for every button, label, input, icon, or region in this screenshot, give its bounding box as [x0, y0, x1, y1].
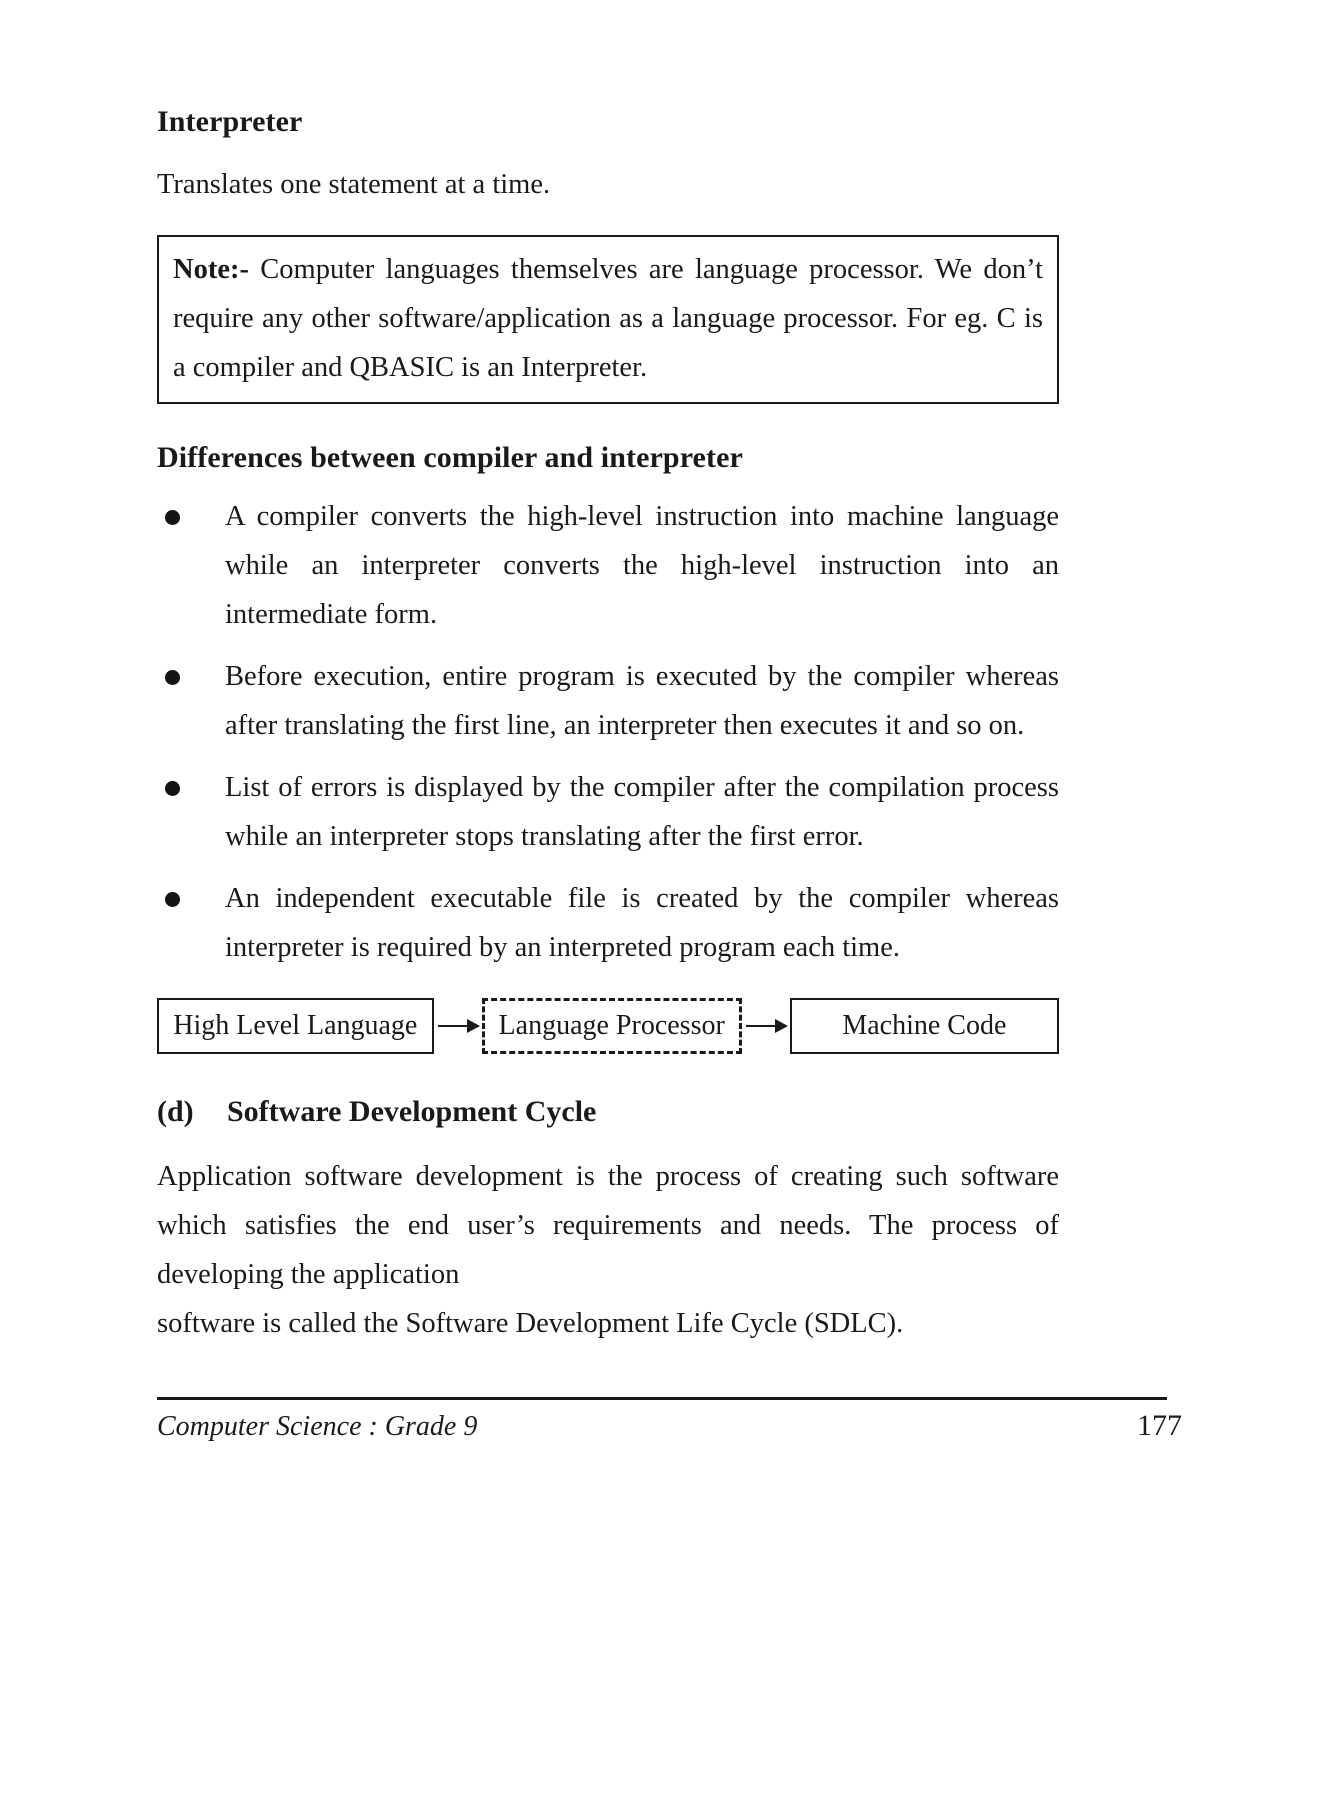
list-item [157, 763, 1059, 861]
footer-divider [157, 1397, 1167, 1400]
note-body: Computer languages themselves are language processor. We don’t require any other software/application as a language processor. For eg. C is a compiler and QBASIC is an Interpreter. [173, 254, 1043, 383]
note-text [173, 245, 1043, 392]
page-content [157, 0, 1059, 1348]
list-item-text: An independent executable file is created by the compiler whereas interpreter is required by an interpreted program each time. [225, 883, 1059, 963]
footer-row [157, 1409, 1182, 1443]
note-box [157, 235, 1059, 404]
arrow-head [467, 1019, 480, 1033]
list-item-text: List of errors is displayed by the compiler after the compilation process while an interpreter stops translating after the first error. [225, 772, 1059, 852]
arrow-shaft [438, 1025, 470, 1027]
list-item [157, 492, 1059, 639]
interpreter-description: Translates one statement at a time. [157, 169, 551, 200]
arrow-right-icon [434, 1016, 482, 1036]
bullet-icon [165, 892, 180, 907]
bullet-icon [165, 510, 180, 525]
list-item-text: A compiler converts the high-level instruction into machine language while an interpreter converts the high-level instruction into an intermediate form. [225, 501, 1059, 630]
interpreter-heading: Interpreter [157, 105, 303, 138]
flow-box-high-level-language: High Level Language [157, 998, 434, 1054]
sdlc-paragraph [157, 1152, 1059, 1348]
list-item-text: Before execution, entire program is executed by the compiler whereas after translating the first line, an interpreter then executes it and so on. [225, 661, 1059, 741]
sdlc-heading-text: Software Development Cycle [227, 1095, 597, 1128]
sdlc-heading [157, 1094, 1059, 1130]
sdlc-heading-marker: (d) [157, 1095, 194, 1128]
differences-list [157, 492, 1059, 972]
differences-heading: Differences between compiler and interpreter [157, 441, 743, 474]
page-footer [157, 1397, 1182, 1443]
bullet-icon [165, 781, 180, 796]
flow-box-language-processor: Language Processor [482, 998, 742, 1054]
sdlc-paragraph-line2: software is called the Software Development Life Cycle (SDLC). [157, 1308, 904, 1339]
arrow-head [775, 1019, 788, 1033]
note-label: Note:- [173, 254, 249, 285]
arrow-right-icon [742, 1016, 790, 1036]
list-item [157, 874, 1059, 972]
footer-book-title: Computer Science : Grade 9 [157, 1411, 478, 1442]
flow-box-machine-code: Machine Code [790, 998, 1059, 1054]
list-item [157, 652, 1059, 750]
bullet-icon [165, 670, 180, 685]
sdlc-paragraph-line1: Application software development is the process of creating such software which satisfies the end user’s requirements and needs. The process of developing the application [157, 1161, 1059, 1290]
arrow-shaft [746, 1025, 778, 1027]
footer-page-number: 177 [1137, 1409, 1182, 1442]
language-processing-flow-diagram [157, 998, 1059, 1054]
